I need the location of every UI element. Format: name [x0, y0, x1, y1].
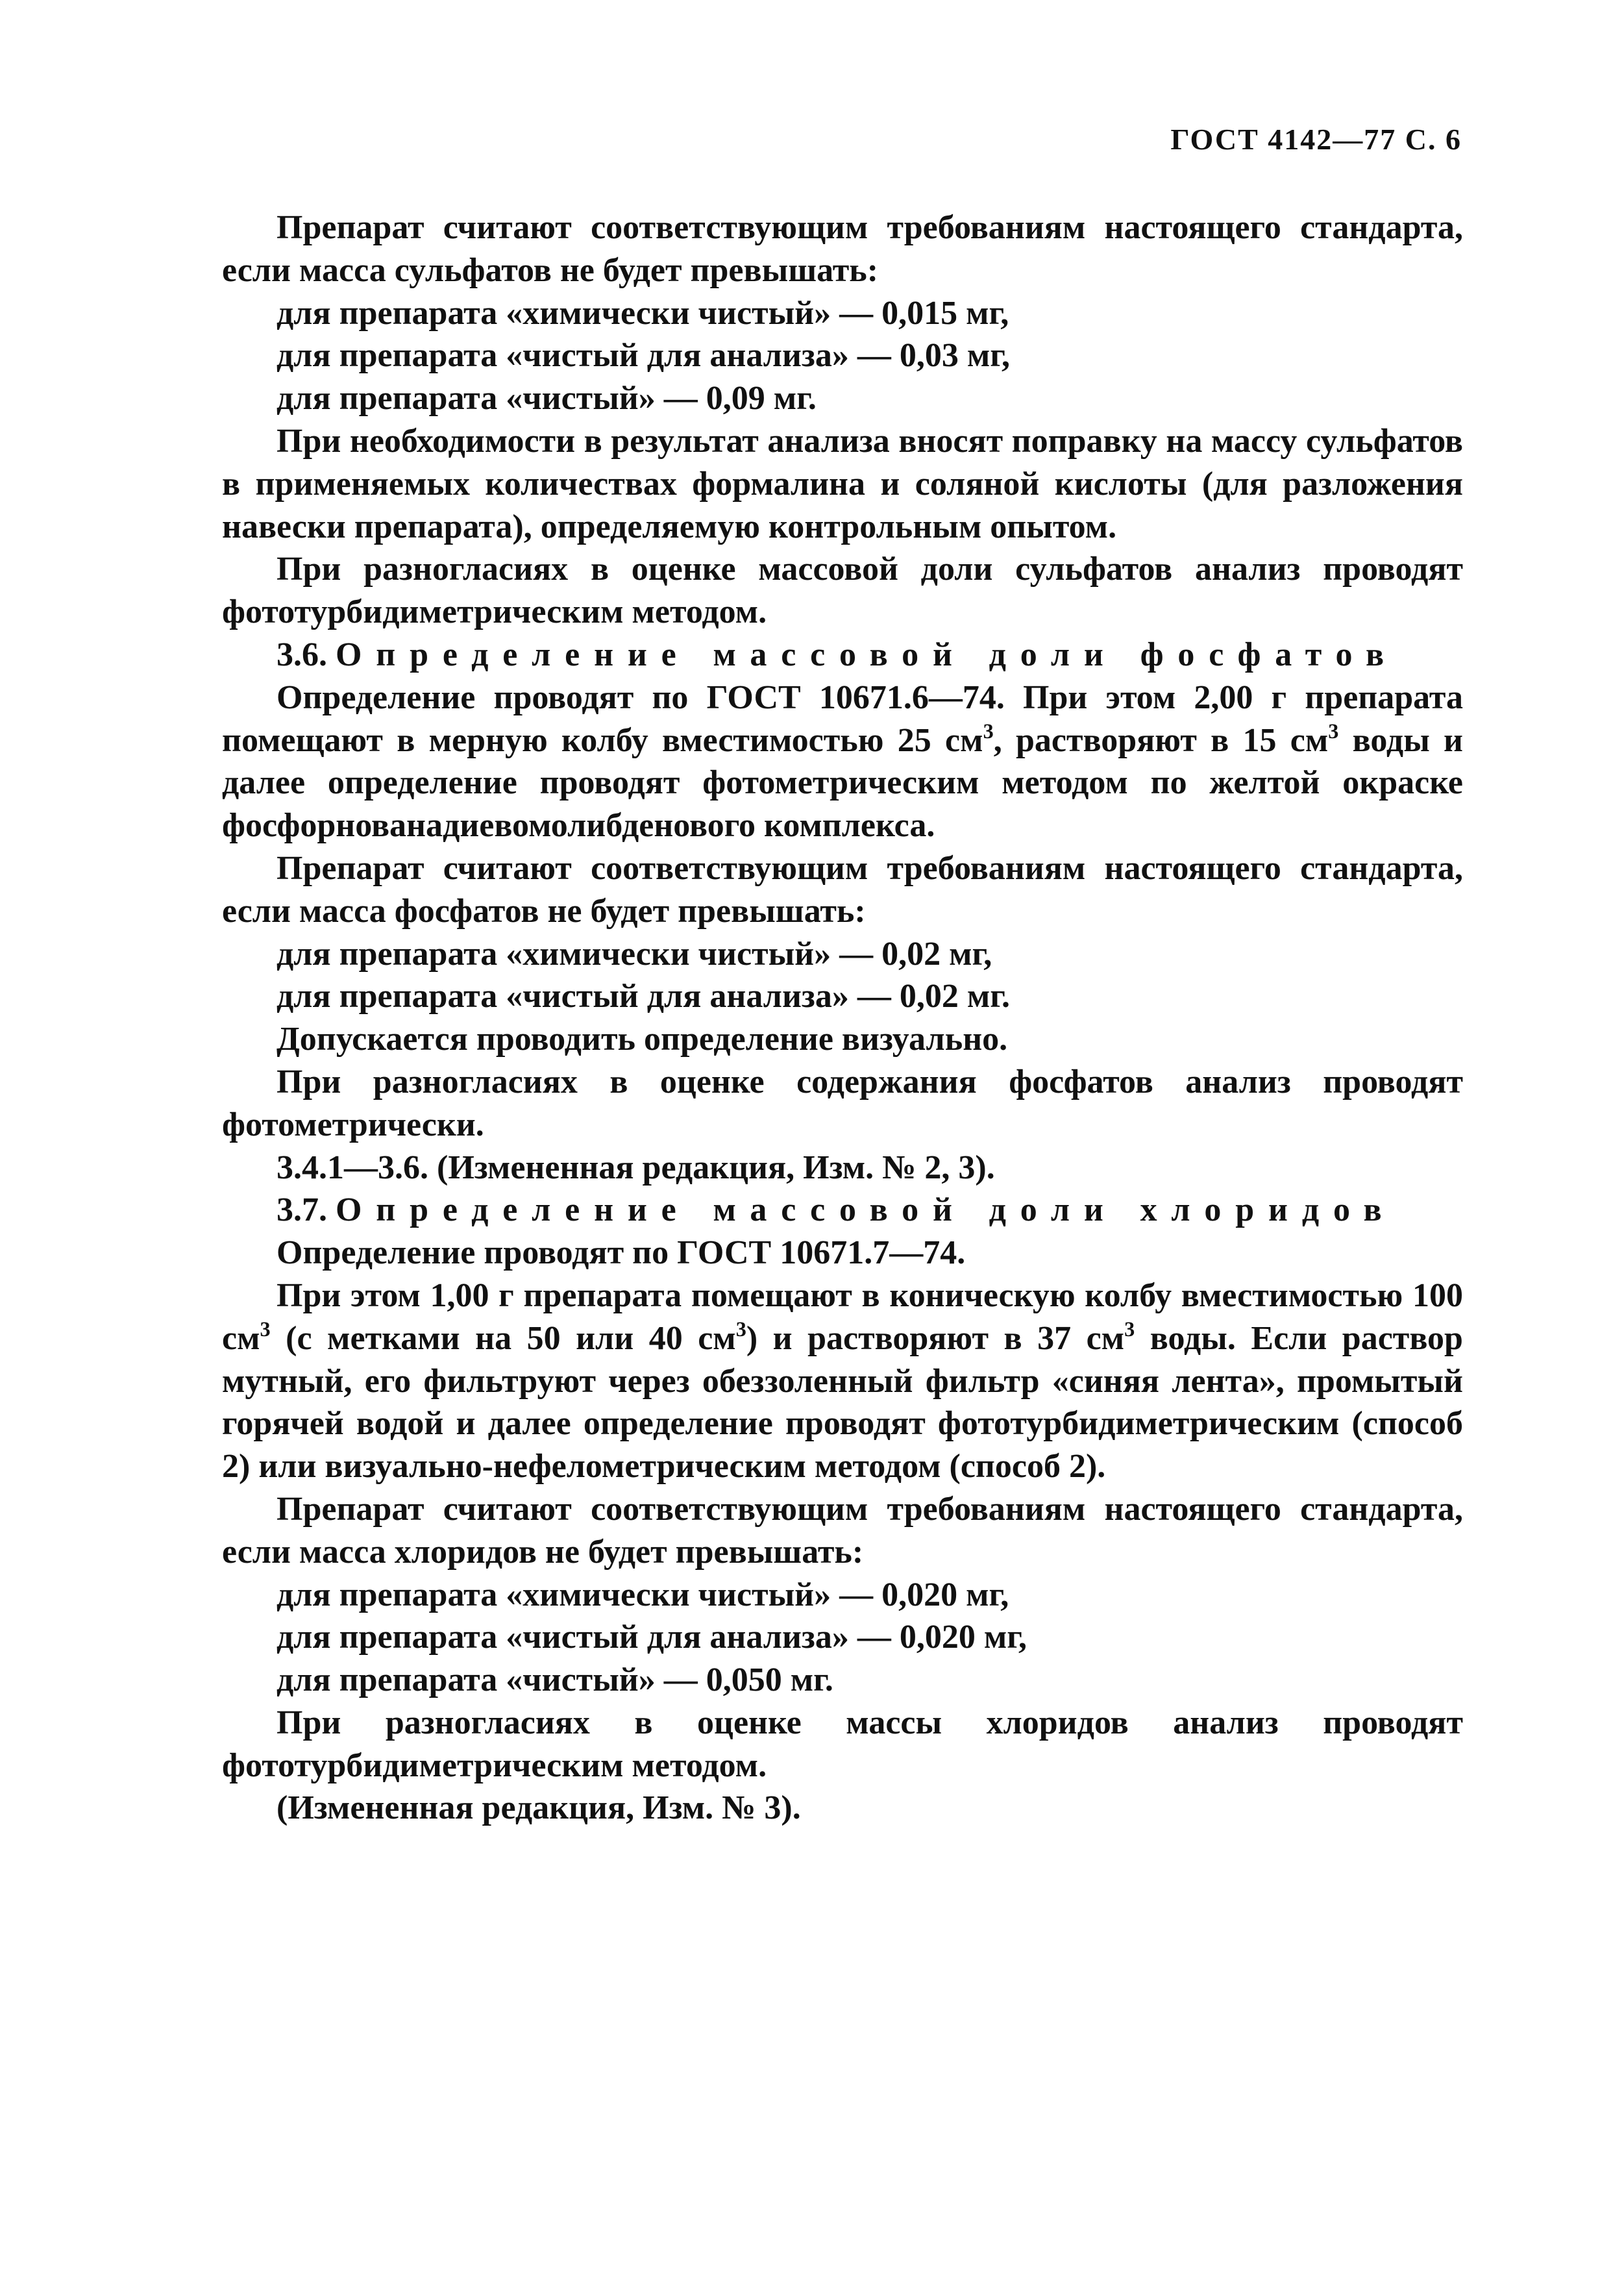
list-item-sulfate-pure: для препарата «чистый» — 0,09 мг.	[277, 380, 817, 417]
paragraph-phosphate-method	[222, 677, 1463, 847]
list-item-phosphate-analytical-grade: для препарата «чистый для анализа» — 0,02 мг.	[277, 978, 1010, 1015]
superscript: 3	[1328, 719, 1339, 743]
paragraph-revision-note-final: (Измененная редакция, Изм. № 3).	[277, 1789, 801, 1827]
section-heading-chlorides	[222, 1189, 1463, 1232]
paragraph-phosphate-visual: Допускается проводить определение визуально.	[277, 1021, 1008, 1058]
section-title: Определение массовой доли хлоридов	[336, 1191, 1396, 1229]
paragraph-phosphate-disagreement: При разногласиях в оценке содержания фосфатов анализ проводят фотометрически.	[222, 1063, 1463, 1143]
paragraph-sulfate-correction: При необходимости в результат анализа вносят поправку на массу сульфатов в применяемых количествах формалина и соляной кислоты (для разложения навески препарата), определяемую контрольным опытом.	[222, 422, 1463, 545]
text-run: При этом 1,00 г препарата помещают в коническую колбу вместимостью 100 см	[222, 1276, 1463, 1357]
paragraph-revision-note: 3.4.1—3.6. (Измененная редакция, Изм. № 2, 3).	[277, 1149, 995, 1186]
paragraph-chloride-requirement: Препарат считают соответствующим требованиям настоящего стандарта, если масса хлоридов не будет превышать:	[222, 1490, 1463, 1571]
section-heading-phosphates	[222, 634, 1463, 677]
text-run: воды. Если раствор мутный, его фильтруют через обеззоленный фильтр «синяя лента», промытый горячей водой и далее определение проводят фототурбидиметрическим (способ 2) или визуально-нефелометрическим методом (способ 2).	[222, 1319, 1463, 1485]
text-run: (с метками на 50 или 40 см	[270, 1319, 736, 1357]
paragraph-sulfate-disagreement: При разногласиях в оценке массовой доли сульфатов анализ проводят фототурбидиметрическим методом.	[222, 551, 1463, 631]
paragraph-chloride-procedure	[222, 1274, 1463, 1488]
document-body	[222, 206, 1463, 1830]
superscript: 3	[735, 1317, 746, 1341]
superscript: 3	[260, 1317, 271, 1341]
list-item-phosphate-chemically-pure: для препарата «химически чистый» — 0,02 мг,	[277, 935, 992, 973]
list-item-sulfate-chemically-pure: для препарата «химически чистый» — 0,015 мг,	[277, 294, 1009, 332]
paragraph-sulfate-requirement: Препарат считают соответствующим требованиям настоящего стандарта, если масса сульфатов не будет превышать:	[222, 209, 1463, 289]
text-run: воды и далее определение проводят фотометрическим методом по желтой окраске фосфорнованадиевомолибденового комплекса.	[222, 721, 1464, 845]
page-header: ГОСТ 4142—77 С. 6	[1170, 123, 1462, 156]
text-run: , растворяют в 15 см	[993, 721, 1329, 759]
list-item-chloride-analytical-grade: для препарата «чистый для анализа» — 0,020 мг,	[277, 1619, 1027, 1656]
superscript: 3	[983, 719, 994, 743]
paragraph-chloride-disagreement: При разногласиях в оценке массы хлоридов анализ проводят фототурбидиметрическим методом.	[222, 1704, 1463, 1784]
section-number: 3.6.	[277, 636, 327, 673]
list-item-sulfate-analytical-grade: для препарата «чистый для анализа» — 0,03 мг,	[277, 337, 1010, 375]
paragraph-chloride-method: Определение проводят по ГОСТ 10671.7—74.	[277, 1234, 966, 1272]
paragraph-phosphate-requirement: Препарат считают соответствующим требованиям настоящего стандарта, если масса фосфатов не будет превышать:	[222, 849, 1463, 930]
superscript: 3	[1124, 1317, 1135, 1341]
section-number: 3.7.	[277, 1191, 327, 1229]
text-run: Определение проводят по ГОСТ 10671.6—74. При этом 2,00 г препарата помещают в мерную колбу вместимостью 25 см	[222, 678, 1463, 759]
list-item-chloride-pure: для препарата «чистый» — 0,050 мг.	[277, 1661, 833, 1699]
section-title: Определение массовой доли фосфатов	[336, 636, 1398, 673]
text-run: ) и растворяют в 37 см	[746, 1319, 1125, 1357]
list-item-chloride-chemically-pure: для препарата «химически чистый» — 0,020 мг,	[277, 1576, 1009, 1613]
